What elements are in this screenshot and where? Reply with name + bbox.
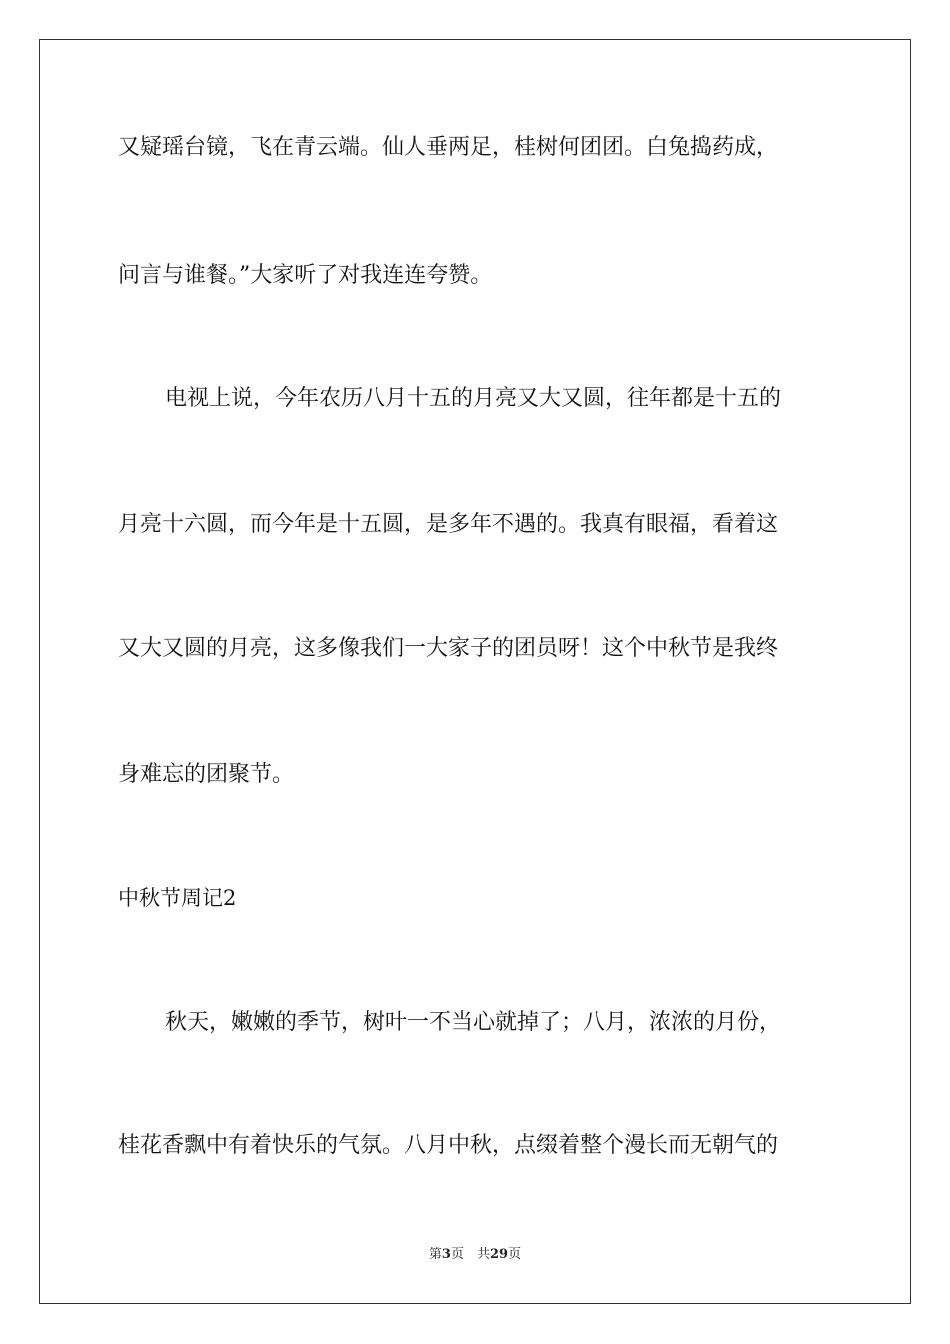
- page-footer: [0, 1246, 950, 1264]
- text-line-2: 问言与谁餐。”大家听了对我连连夸赞。: [118, 263, 493, 288]
- text-line-4: 月亮十六圆，而今年是十五圆，是多年不遇的。我真有眼福，看着这: [118, 512, 779, 537]
- text-line-6: 身难忘的团聚节。: [118, 762, 295, 787]
- footer-suffix: 页: [508, 1247, 522, 1262]
- section-heading: 中秋节周记2: [118, 886, 237, 910]
- total-pages-number: 29: [489, 1247, 509, 1262]
- text-line-9: 桂花香飘中有着快乐的气氛。八月中秋，点缀着整个漫长而无朝气的: [118, 1133, 779, 1158]
- footer-prefix: 第: [428, 1247, 442, 1262]
- footer-mid: 页 共: [450, 1247, 490, 1262]
- page-border: [39, 39, 911, 1304]
- text-line-1: 又疑瑶台镜，飞在青云端。仙人垂两足，桂树何团团。白兔捣药成，: [118, 135, 779, 160]
- text-line-5: 又大又圆的月亮，这多像我们一大家子的团员呀！这个中秋节是我终: [118, 636, 779, 661]
- current-page-number: 3: [441, 1247, 451, 1262]
- paragraph-start-line-2: 秋天，嫩嫩的季节，树叶一不当心就掉了；八月，浓浓的月份，: [165, 1010, 782, 1035]
- paragraph-start-line: 电视上说，今年农历八月十五的月亮又大又圆，往年都是十五的: [165, 386, 782, 411]
